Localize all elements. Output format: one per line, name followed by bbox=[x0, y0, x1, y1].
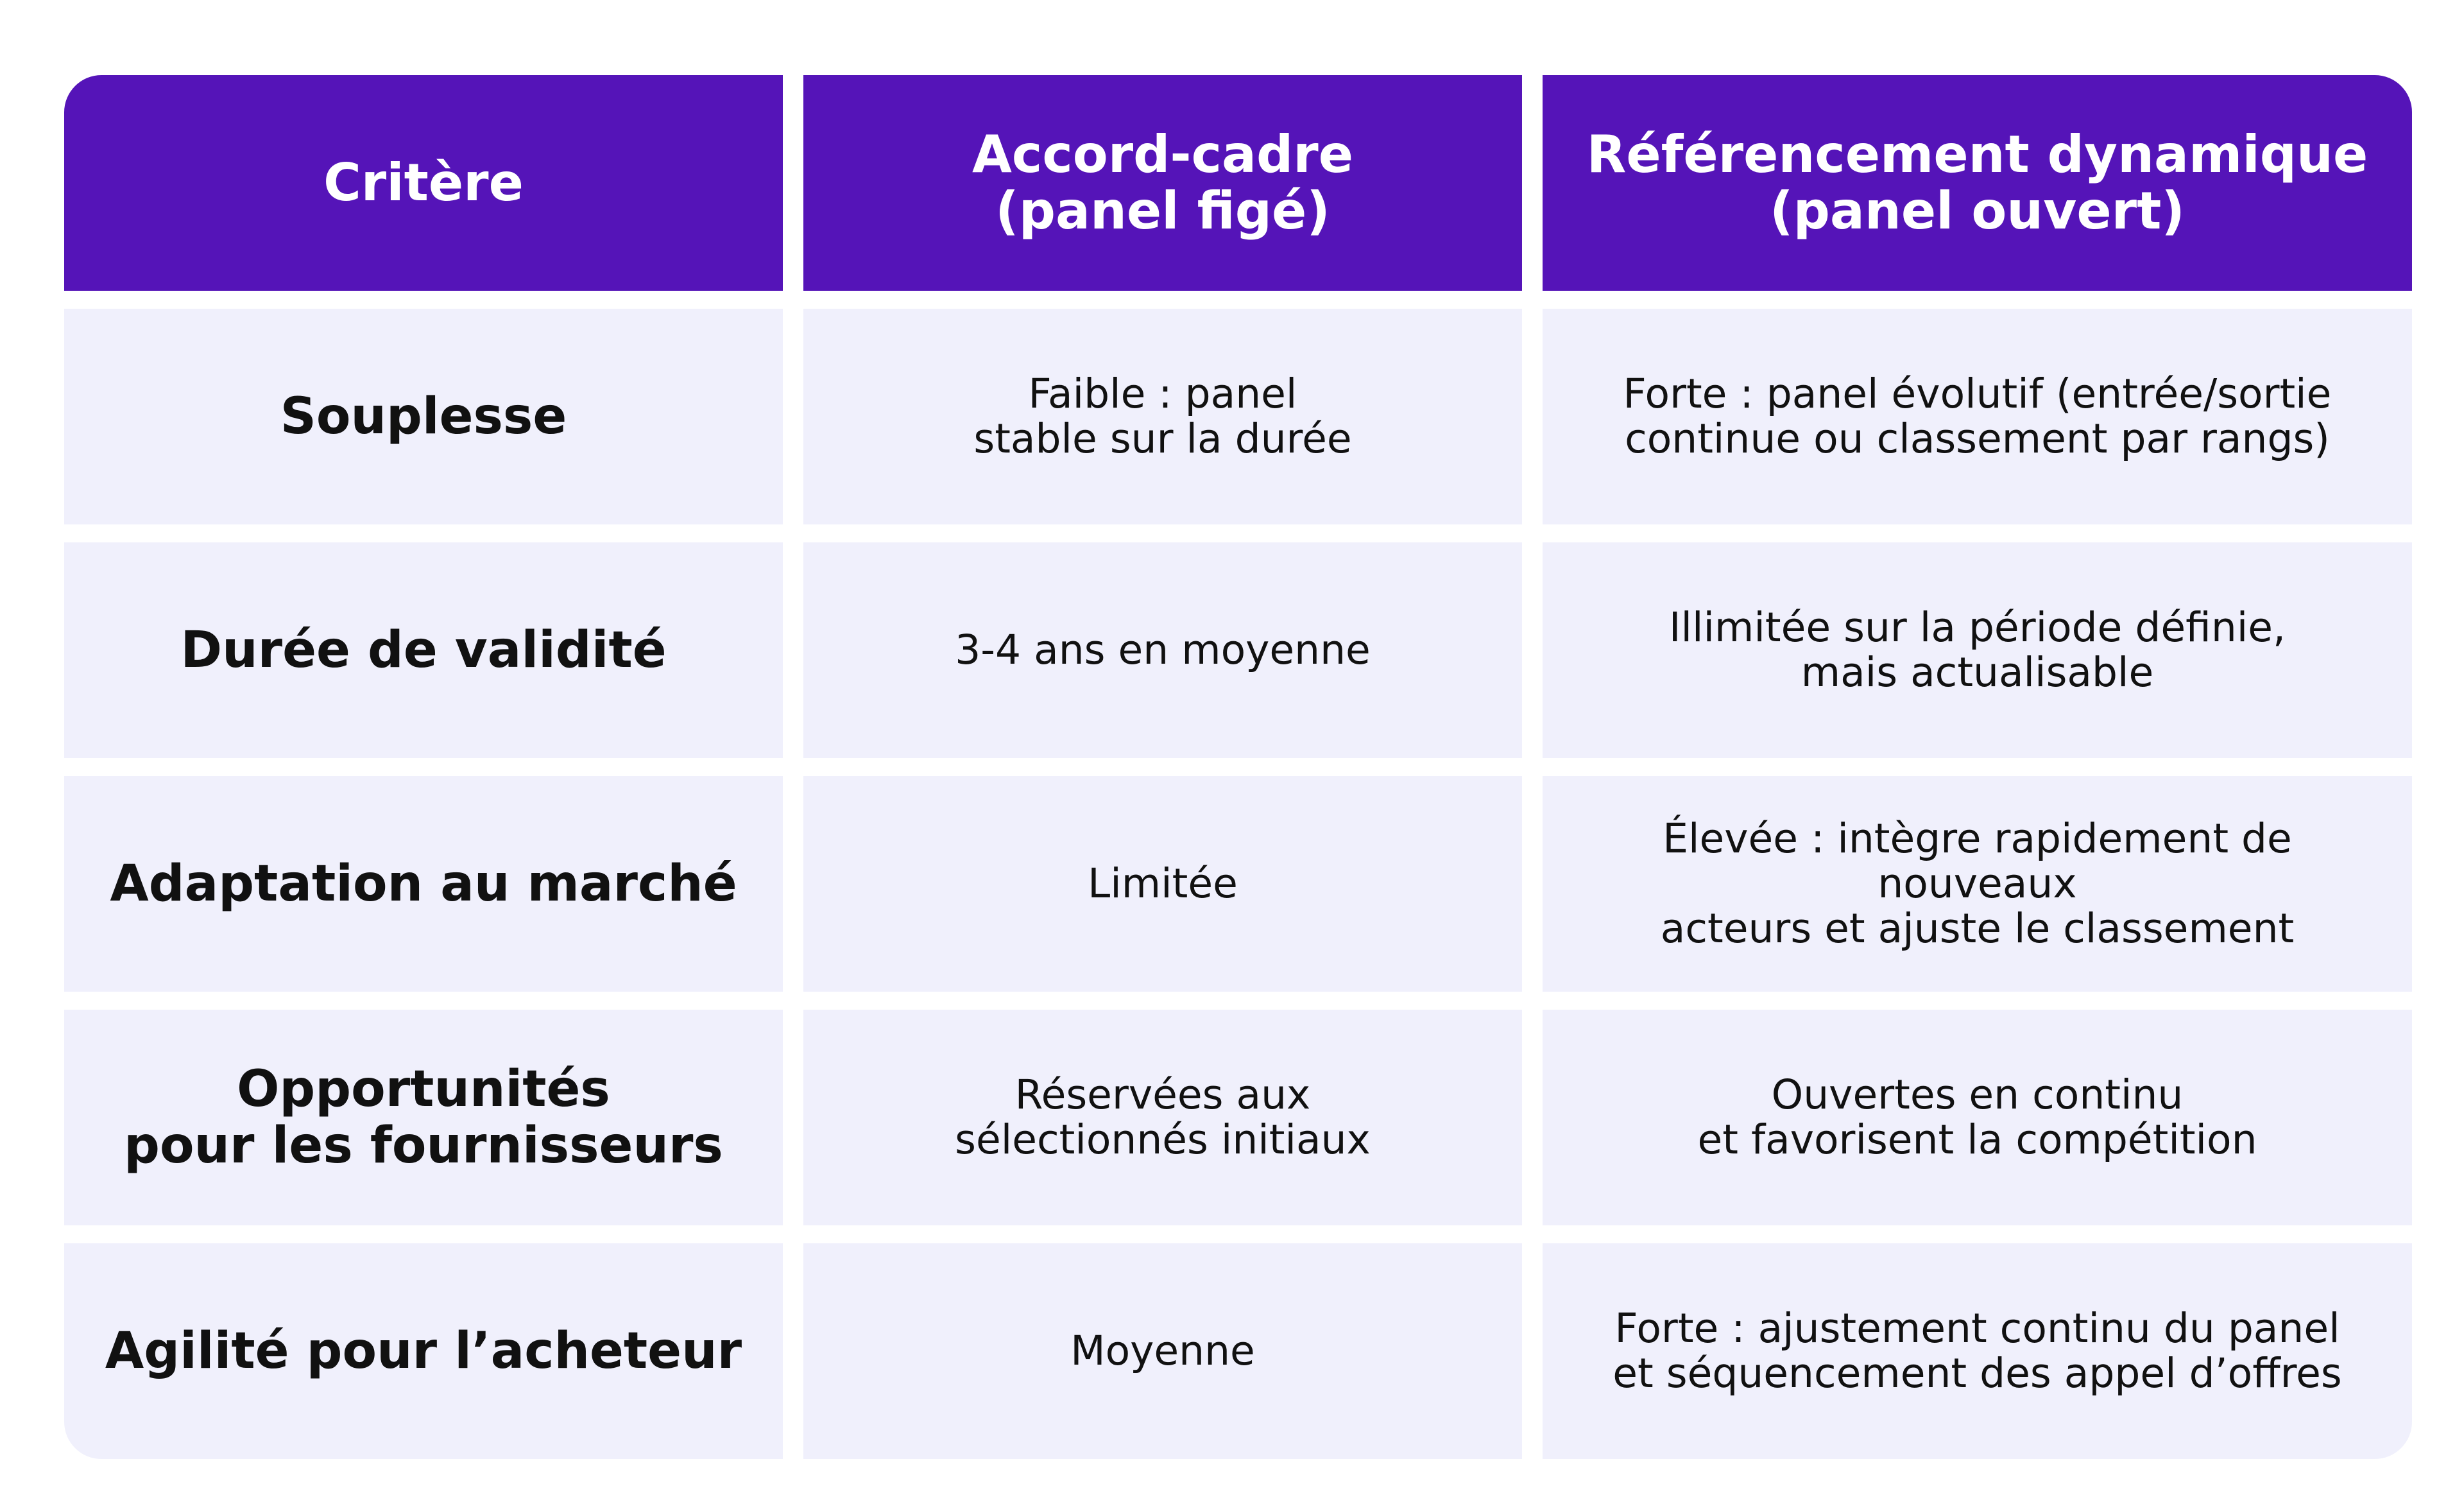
row-agilite-criterion: Agilité pour l’acheteur bbox=[105, 1322, 742, 1380]
row-souplesse-accord-cell bbox=[803, 309, 1522, 524]
row-agilite-referencement: Forte : ajustement continu du panel et séquencement des appel d’offres bbox=[1613, 1305, 2342, 1397]
row-souplesse-criterion-cell bbox=[64, 309, 783, 524]
row-duree-accord-cell bbox=[803, 542, 1522, 758]
row-opportunites-accord: Réservées aux sélectionnés initiaux bbox=[955, 1071, 1371, 1163]
row-agilite-referencement-cell bbox=[1543, 1243, 2412, 1459]
row-duree-accord: 3-4 ans en moyenne bbox=[955, 626, 1371, 673]
header-label-accord-cadre: Accord-cadre (panel figé) bbox=[971, 125, 1354, 241]
row-duree-referencement: Illimitée sur la période définie, mais actualisable bbox=[1668, 604, 2286, 696]
row-adaptation-accord: Limitée bbox=[1088, 860, 1238, 907]
row-opportunites-criterion-cell bbox=[64, 1010, 783, 1225]
row-duree-criterion-cell bbox=[64, 542, 783, 758]
row-souplesse-referencement-cell bbox=[1543, 309, 2412, 524]
comparison-table bbox=[64, 75, 2413, 1458]
row-souplesse-criterion: Souplesse bbox=[280, 388, 567, 445]
row-adaptation-referencement-cell bbox=[1543, 776, 2412, 992]
row-adaptation-accord-cell bbox=[803, 776, 1522, 992]
row-souplesse-referencement: Forte : panel évolutif (entrée/sortie continue ou classement par rangs) bbox=[1623, 370, 2332, 462]
row-opportunites-accord-cell bbox=[803, 1010, 1522, 1225]
row-duree-referencement-cell bbox=[1543, 542, 2412, 758]
header-cell-accord-cadre bbox=[803, 75, 1522, 291]
row-adaptation-criterion: Adaptation au marché bbox=[110, 855, 737, 913]
row-duree-criterion: Durée de validité bbox=[180, 621, 667, 679]
header-label-referencement: Référencement dynamique (panel ouvert) bbox=[1586, 125, 2368, 241]
header-cell-referencement bbox=[1543, 75, 2412, 291]
row-agilite-accord-cell bbox=[803, 1243, 1522, 1459]
row-opportunites-referencement: Ouvertes en continu et favorisent la compétition bbox=[1697, 1071, 2257, 1163]
row-opportunites-criterion: Opportunités pour les fournisseurs bbox=[124, 1060, 723, 1175]
header-cell-criterion bbox=[64, 75, 783, 291]
row-agilite-criterion-cell bbox=[64, 1243, 783, 1459]
row-adaptation-criterion-cell bbox=[64, 776, 783, 992]
header-label-criterion: Critère bbox=[323, 153, 524, 212]
row-agilite-accord: Moyenne bbox=[1070, 1327, 1255, 1374]
row-opportunites-referencement-cell bbox=[1543, 1010, 2412, 1225]
row-adaptation-referencement: Élevée : intègre rapidement de nouveaux acteurs et ajuste le classement bbox=[1660, 815, 2295, 952]
row-souplesse-accord: Faible : panel stable sur la durée bbox=[973, 370, 1352, 462]
